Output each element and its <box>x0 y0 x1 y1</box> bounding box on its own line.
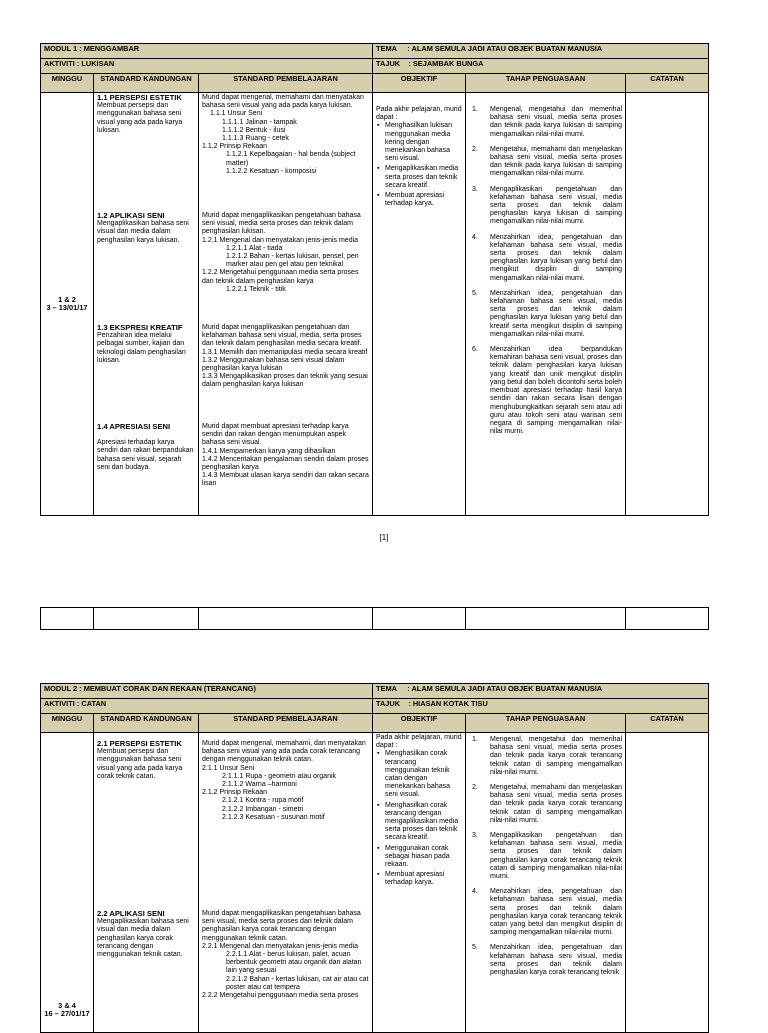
sp-item: 1.4.2 Menceritakan pengalaman sendiri dalam proses penghasilan karya <box>202 455 369 472</box>
empty-cell <box>41 608 94 630</box>
col-catatan: CATATAN <box>626 74 709 93</box>
tahap-penguasaan-item <box>469 784 622 825</box>
module2-tema: TEMA : ALAM SEMULA JADI ATAU OBJEK BUATAN MANUSIA <box>373 684 709 699</box>
objektif-intro: Pada akhir pelajaran, murid dapat : <box>376 106 462 122</box>
tahap-number: 5. <box>472 289 478 297</box>
module2-table <box>40 683 709 1033</box>
sp-item: 1.1.2.2 Kesatuan - komposisi <box>226 167 317 175</box>
sp-item: 1.1.1.2 Bentuk - ilusi <box>222 126 286 134</box>
sk-body: Penzahiran idea melalui pelbagai sumber, kajian dan teknologi dalam penghasilan lukisan. <box>97 332 186 364</box>
tahap-number: 1. <box>472 106 478 113</box>
tahap-penguasaan-item <box>469 290 622 339</box>
sp-item: 1.1.1.3 Ruang - cetek <box>222 135 289 143</box>
tahap-penguasaan-item <box>469 106 622 139</box>
col-tahap-penguasaan: TAHAP PENGUASAAN <box>466 714 626 733</box>
objektif-item: ▪ Membuat apresiasi terhadap karya. <box>385 871 462 887</box>
standard-pembelajaran-cell <box>199 733 373 1033</box>
tahap-penguasaan-item <box>469 234 622 283</box>
sp-item: 1.2.2 Mengetahui penggunaan media serta proses dan teknik dalam penghasilan karya <box>202 269 359 285</box>
module1-title: MODUL 1 : MENGGAMBAR <box>41 44 373 59</box>
sp-block <box>202 212 369 324</box>
col-standard-pembelajaran: STANDARD PEMBELAJARAN <box>199 74 373 93</box>
catatan-cell <box>626 93 709 516</box>
sp-intro: Murid dapat mengenal, memahami dan menyatakan bahasa seni visual yang ada pada karya lukisan. <box>202 94 364 110</box>
sp-item: 1.3.1 Memilih dan memanipulasi media secara kreatif <box>202 348 368 356</box>
catatan-cell <box>626 733 709 1033</box>
tahap-penguasaan-item <box>469 944 622 977</box>
tahap-number: 2. <box>472 784 478 792</box>
sp-item: 1.2.1.1 Alat - tiada <box>226 244 283 252</box>
col-tahap-penguasaan: TAHAP PENGUASAAN <box>466 74 626 93</box>
tahap-text: Mengenal, mengetahui dan memerihal bahasa seni visual, media serta proses dan teknik pada karya corak terancang teknik catan di samping mengamalkan nilai-nilai murni. <box>490 736 622 776</box>
tahap-text: Mengaplikasikan pengetahuan dan kefahaman bahasa seni visual, media serta proses dan teknik dalam penghasilan karya corak terancang teknik catan di samping mengamalkan nilai-nilai murni. <box>490 832 622 881</box>
sk-block <box>97 324 195 423</box>
sp-item: 1.3.2 Menggunakan bahasa seni visual dalam penghasilan karya lukisan <box>202 356 345 373</box>
empty-cell <box>373 608 466 630</box>
empty-cell <box>466 608 626 630</box>
sk-block <box>97 94 195 212</box>
sp-intro: Murid dapat mengaplikasikan pengetahuan dan kefahaman bahasa seni visual, media, serta proses dan teknik dalam penghasilan media secara kreatif. <box>202 324 362 348</box>
tahap-number: 2. <box>472 145 478 153</box>
page-number: [1] <box>379 533 389 542</box>
tahap-number: 3. <box>472 185 478 193</box>
tahap-penguasaan-item <box>469 186 622 227</box>
sp-intro: Murid dapat membuat apresiasi terhadap karya sendiri dan rakan dengan menumpukan aspek bahasa seni visual. <box>202 423 349 447</box>
sp-item: 2.1.1.2 Warna –harmoni <box>222 781 297 789</box>
sk-title: 1.2 APLIKASI SENI <box>97 211 165 220</box>
col-standard-pembelajaran: STANDARD PEMBELAJARAN <box>199 714 373 733</box>
sp-item: 1.1.2 Prinsip Rekaan <box>202 143 267 151</box>
tahap-number: 6. <box>472 346 478 354</box>
objektif-item: ▪ Menghasilkan corak terancang menggunakan teknik catan dengan menekankan bahasa seni visual. <box>385 750 462 799</box>
empty-cell <box>94 608 199 630</box>
sp-item: 2.1.1 Unsur Seni <box>202 764 255 772</box>
tahap-text: Mengetahui, memahami dan menjelaskan bahasa seni visual, media serta proses dan teknik pada karya lukisan di samping mengamalkan nilai-nilai murni. <box>490 145 623 178</box>
sk-block <box>97 910 195 959</box>
tahap-number: 3. <box>472 832 478 840</box>
sp-item: 2.1.2 Prinsip Rekaan <box>202 789 267 797</box>
col-minggu: MINGGU <box>41 74 94 93</box>
tahap-text: Menzahirkan idea, pengetahuan dan kefahaman bahasa seni visual, media serta proses dan teknik dalam penghasilan karya lukisan yang betul dan mengikut disiplin di samping mengamalkan nilai-nilai murni. <box>490 233 623 282</box>
minggu-dates: 3 – 13/01/17 <box>46 303 88 312</box>
sk-body: Mengaplikasikan bahasa seni visual dan media dalam penghasilan karya lukisan. <box>97 220 189 244</box>
sp-item: 1.4.3 Membuat ulasan karya sendiri dan rakan secara lisan <box>202 472 369 488</box>
sp-item: 2.1.1.1 Rupa - geometri atau organik <box>222 772 337 780</box>
module1-table <box>40 43 709 516</box>
sp-block <box>202 94 369 212</box>
sk-block <box>97 423 195 472</box>
objektif-item: ▪ Menghasilkan corak terancang dengan mengaplikasikan media serta proses dan teknik secara kreatif. <box>385 802 462 843</box>
standard-pembelajaran-cell <box>199 93 373 516</box>
sp-item: 2.2.1.1 Alat - berus lukisan, palet, acuan berbentuk geometri atau organik dan alatan lain yang sesuai <box>226 951 362 975</box>
objektif-item: ▪ Menggunakan corak sebagai hiasan pada rekaan. <box>385 845 462 870</box>
tahap-text: Mengetahui, memahami dan menjelaskan bahasa seni visual, media serta proses dan teknik pada karya corak terancang teknik catan di samping mengamalkan nilai-nilai murni. <box>490 784 622 824</box>
col-catatan: CATATAN <box>626 714 709 733</box>
sp-item: 1.1.1.1 Jalinan - tampak <box>222 118 297 126</box>
minggu-range: 1 & 2 <box>58 294 76 304</box>
sp-block <box>202 910 369 1000</box>
sp-block <box>202 324 369 423</box>
minggu-cell <box>41 93 94 516</box>
col-standard-kandungan: STANDARD KANDUNGAN <box>94 714 199 733</box>
tahap-number: 1. <box>472 736 478 743</box>
sk-title: 1.1 PERSEPSI ESTETIK <box>97 93 182 102</box>
sp-block <box>202 423 369 489</box>
col-objektif: OBJEKTIF <box>373 714 466 733</box>
objektif-list <box>376 122 462 208</box>
tahap-penguasaan-item <box>469 832 622 881</box>
sp-item: 1.2.1 Mengenal dan menyatakan jenis-jenis media <box>202 236 359 244</box>
objektif-item: ▪ Menghasilkan lukisan menggunakan media kering dengan menekankan bahasa seni visual. <box>385 122 462 163</box>
sk-block <box>97 740 195 910</box>
sk-body: Mengaplikasikan bahasa seni visual dan media dalam penghasilan karya corak terancang dengan menggunakan teknik catan. <box>97 918 189 959</box>
sk-title: 2.1 PERSEPSI ESTETIK <box>97 739 182 748</box>
objektif-item: ▪ Membuat apresiasi terhadap karya. <box>385 192 462 208</box>
minggu-dates: 16 – 27/01/17 <box>44 1008 90 1018</box>
sk-title: 1.4 APRESIASI SENI <box>97 422 171 431</box>
module1-tema: TEMA : ALAM SEMULA JADI ATAU OBJEK BUATAN MANUSIA <box>373 44 709 59</box>
sk-title: 2.2 APLIKASI SENI <box>97 909 165 918</box>
sk-block <box>97 212 195 324</box>
objektif-cell <box>373 93 466 516</box>
sp-intro: Murid dapat mengaplikasikan pengetahuan bahasa seni visual, media serta proses dan teknik dalam penghasilan karya corak terancang dengan menggunakan teknik catan. <box>202 910 361 942</box>
module1-aktiviti: AKTIVITI : LUKISAN <box>41 59 373 74</box>
tahap-text: Menzahirkan idea, pengetahuan dan kefahaman bahasa seni visual, media serta proses dan teknik dalam penghasilan karya corak terancang teknik catan yang betul dan mengikut disiplin di samping mengamalkan nilai-nilai murni. <box>490 888 622 937</box>
objektif-item: ▪ Mengaplikasikan media serta proses dan teknik secara kreatif. <box>385 165 462 190</box>
tahap-penguasaan-list <box>469 736 622 977</box>
objektif-cell <box>373 733 466 1033</box>
tahap-penguasaan-item <box>469 146 622 179</box>
sp-item: 1.1.2.1 Kepelbagaian - hal benda (subject matter) <box>226 151 356 167</box>
col-standard-kandungan: STANDARD KANDUNGAN <box>94 74 199 93</box>
tahap-text: Menzahirkan idea, pengetahuan dan kefahaman bahasa seni visual, media serta proses dan teknik dalam penghasilan karya lukisan yang betul dan kreatif serta mengikut disiplin di samping mengamalkan nilai-nilai murni. <box>490 289 623 338</box>
objektif-intro: Pada akhir pelajaran, murid dapat : <box>376 734 462 750</box>
sp-item: 2.1.2.3 Kesatuan - susunan motif <box>222 813 325 821</box>
objektif-list <box>376 750 462 887</box>
tahap-penguasaan-cell <box>466 733 626 1033</box>
col-objektif: OBJEKTIF <box>373 74 466 93</box>
tahap-penguasaan-item <box>469 736 622 777</box>
tahap-text: Menzahirkan idea berpandukan kemahiran bahasa seni visual, proses dan teknik dalam penghasilan karya lukisan yang kreatif dan unik mengikut disiplin yang betul dan boleh dicontohi serta boleh membuat apresiasi terhadap hasil karya sendiri dan rakan secara lisan dengan menghubungkaitkan sejarah seni atau adi guru atau tokoh seni atau warisan seni negara di samping mengamalkan nilai-nilai murni. <box>490 346 623 436</box>
col-minggu: MINGGU <box>41 714 94 733</box>
tahap-number: 5. <box>472 944 478 952</box>
sp-item: 2.1.2.2 Imbangan - simetri <box>222 805 304 813</box>
sp-item: 2.2.2 Mengetahui penggunaan media serta proses <box>202 992 359 1000</box>
tahap-text: Menzahirkan idea, pengetahuan dan kefahaman bahasa seni visual, media serta proses dan teknik dalam penghasilan karya corak terancang teknik <box>490 944 622 977</box>
empty-row-table <box>40 607 709 630</box>
sk-body: Membuat persepsi dan menggunakan bahasa seni visual yang ada pada karya lukisan. <box>97 102 183 134</box>
standard-kandungan-cell <box>94 733 199 1033</box>
tahap-text: Mengaplikasikan pengetahuan dan kefahaman bahasa seni visual, media serta proses dan teknik dalam penghasilan karya lukisan di samping mengamalkan nilai-nilai murni. <box>490 185 623 226</box>
tahap-text: Mengenal, mengetahui dan memerihal bahasa seni visual, media serta proses dan teknik pada karya lukisan di samping mengamalkan nilai-nilai murni. <box>490 106 623 138</box>
sp-item: 1.2.2.1 Teknik - titik <box>226 285 286 293</box>
sp-item: 1.4.1 Mempamerkan karya yang dihasilkan <box>202 447 336 455</box>
empty-cell <box>626 608 709 630</box>
tahap-penguasaan-item <box>469 346 622 436</box>
empty-cell <box>199 608 373 630</box>
sk-title: 1.3 EKSPRESI KREATIF <box>97 323 183 332</box>
sp-intro: Murid dapat mengaplikasikan pengetahuan bahasa seni visual, media serta proses dan teknik dalam penghasilan lukisan. <box>202 212 361 236</box>
module2-title: MODUL 2 : MEMBUAT CORAK DAN REKAAN (TERANCANG) <box>41 684 373 699</box>
module1-tajuk: TAJUK : SEJAMBAK BUNGA <box>373 59 709 74</box>
minggu-cell <box>41 733 94 1033</box>
module2-tajuk: TAJUK : HIASAN KOTAK TISU <box>373 699 709 714</box>
sp-item: 2.1.2.1 Kontra - rupa motif <box>222 797 304 805</box>
module2-aktiviti: AKTIVITI : CATAN <box>41 699 373 714</box>
sp-block <box>202 740 369 910</box>
sp-item: 1.2.1.2 Bahan - kertas lukisan, pensel, pen marker atau pen gel atau pen teknikal <box>226 253 359 269</box>
tahap-number: 4. <box>472 233 478 241</box>
tahap-penguasaan-cell <box>466 93 626 516</box>
minggu-range: 3 & 4 <box>58 1000 76 1010</box>
sp-item: 1.1.1 Unsur Seni <box>210 110 263 118</box>
tahap-penguasaan-item <box>469 888 622 937</box>
sp-intro: Murid dapat mengenal, memahami, dan menyatakan bahasa seni visual yang ada pada corak terancang dengan menggunakan teknik catan. <box>202 740 366 764</box>
standard-kandungan-cell <box>94 93 199 516</box>
sk-body: Apresiasi terhadap karya sendiri dan rakan berpandukan bahasa seni visual, sejarah seni dan budaya. <box>97 439 194 471</box>
sp-item: 2.2.1 Mengenal dan menyatakan jenis-jenis media <box>202 942 359 950</box>
tahap-penguasaan-list <box>469 106 622 436</box>
tahap-number: 4. <box>472 888 478 896</box>
sk-body: Membuat persepsi dan menggunakan bahasa seni visual yang ada pada karya corak teknik catan. <box>97 748 183 780</box>
sp-item: 1.3.3 Mengaplikasikan proses dan teknik yang sesuai dalam penghasilan karya lukisan <box>202 373 368 389</box>
sp-item: 2.2.1.2 Bahan - kertas lukisan, cat air atau cat poster atau cat tempera <box>226 975 369 991</box>
